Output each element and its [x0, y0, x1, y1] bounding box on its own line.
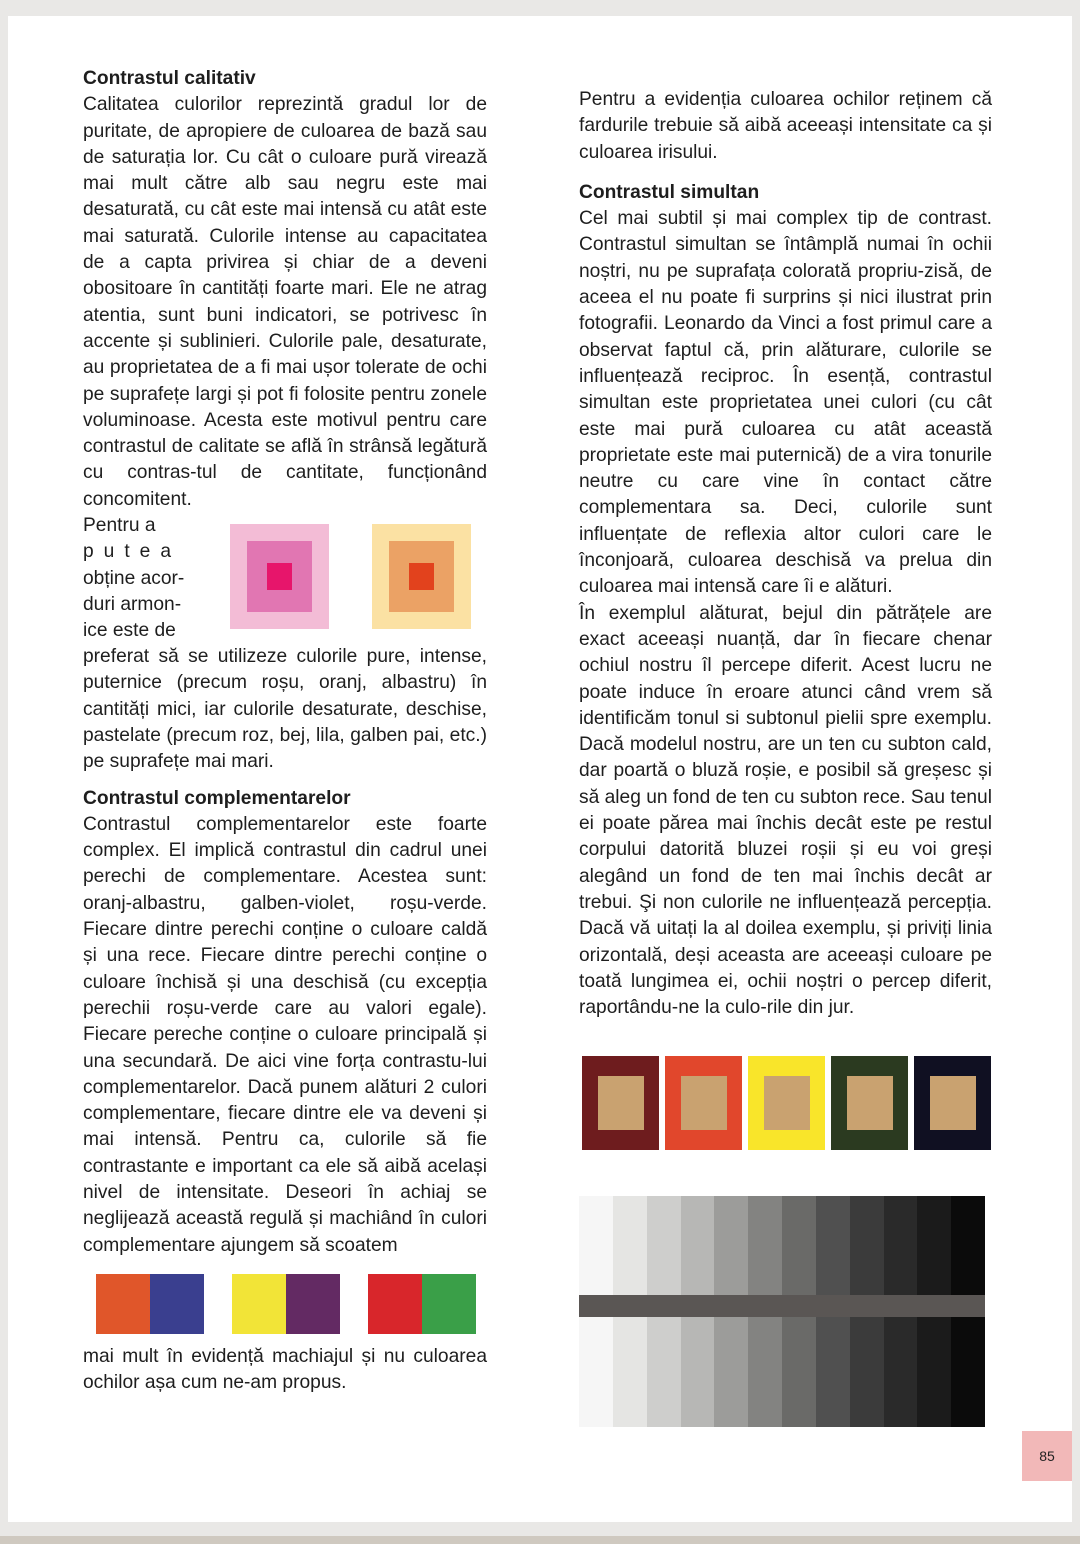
- paragraph-complementary-end: mai mult în evidență machiajul și nu culoarea ochilor așa cum ne-am propus.: [83, 1346, 487, 1394]
- complementary-pairs-swatches: [96, 1274, 476, 1334]
- color-frame: [665, 1056, 742, 1150]
- beige-square: [764, 1076, 810, 1130]
- beige-square: [847, 1076, 893, 1130]
- bottom-strip: [0, 1536, 1080, 1544]
- color-frame: [914, 1056, 991, 1150]
- float-line: ice este de: [83, 620, 176, 642]
- paragraph-simultaneous-contrast: Cel mai subtil și mai complex tip de contrast. Contrastul simultan se întâmplă numai în ochii noștri, nu pe suprafața colorată propriu-zisă, de aceea el nu poate fi surprins și nici ilustrat prin fotografii. Leonardo da Vinci a fost primul care a observat faptul că, prin alăturare, culorile se influențează reciproc. În esență, contrastul simultan este proprietatea unei culori (cu cât este mai pură culoarea cu atât această proprietate este mai puternică) de a vira tonurile neutre cu care vine în contact către complementara sa. Deci, culorile sunt influențate de reflexia altor culori care le înconjoară, culoarea deschisă va prelua din culoarea mai intensă care îi e alături.: [579, 208, 992, 598]
- heading-simultaneous-contrast: Contrastul simultan: [579, 181, 760, 203]
- constant-gray-bar: [579, 1295, 985, 1317]
- paragraph-after-float: preferat să se utilizeze culorile pure, intense, puternice (precum roșu, oranj, albastru) în cantități mici, iar culorile desaturate, deschise, pastelate (precum roz, bej, lila, galben pai, etc.) pe suprafețe mai mari.: [83, 646, 487, 773]
- nested-square-orange: [372, 524, 471, 629]
- heading-complementary-contrast: Contrastul complementarelor: [83, 787, 351, 809]
- paragraph-qualitative-contrast: Calitatea culorilor reprezintă gradul lor de puritate, de apropiere de culoarea de bază sau de saturația lor. Cu cât o culoare pură virează mai mult către alb sau negru este mai desaturată, cu cât este mai intensă cu atât este mai saturată. Culorile intense au capacitatea de a capta privirea și chiar de a deveni obositoare în cantități foarte mari. Ele ne atrag atentia, sunt buni indicatori, se potrivesc în accente și sublinieri. Culorile pale, desaturate, au proprietatea de a fi mai ușor tolerate de ochi pe suprafețe largi și pot fi folosite pentru zonele voluminoase. Acesta este motivul pentru care contrastul de calitate se află în strânsă legătură cu contras-tul de cantitate, funcționând concomitent.: [83, 94, 487, 510]
- color-frame: [748, 1056, 825, 1150]
- complementary-swatch: [150, 1274, 204, 1334]
- nested-square-pink: [230, 524, 329, 629]
- paragraph-eye-color: Pentru a evidenția culoarea ochilor reținem că fardurile trebuie să aibă aceeași intensitate ca și culoarea irisului.: [579, 89, 992, 163]
- beige-in-frames-illustration: [582, 1056, 990, 1150]
- beige-square: [598, 1076, 644, 1130]
- beige-square: [681, 1076, 727, 1130]
- color-frame: [831, 1056, 908, 1150]
- paragraph-example: În exemplul alăturat, bejul din pătrățele are exact aceeași nuanță, dar în fiecare chenar ochiul nostru îl percepe diferit. Acest lucru ne poate induce în eroare atunci când vrem să identificăm tonul si subtonul pielii spre exemplu. Dacă modelul nostru, are un ten cu subton cald, dar poartă o bluză roșie, e posibil să greșesc și să aleg un fond de ten cu subton rece. Sau tenul ei poate părea mai închis decât este pe restul corpului datorită bluzei roșii și eu voi greși alegând un fond de ten mai închis decât ar trebui. Şi non culorile ne influențează percepția. Dacă vă uitați la al doilea exemplu, și priviți linia orizontală, deși aceasta are aceeași culoare pe toată lungimea ei, ochii noștri o percep diferit, raportându-ne la culo-rile din jur.: [579, 602, 992, 1019]
- gray-scale-illustration: [579, 1196, 985, 1427]
- nested-square-orange-middle: [389, 541, 454, 612]
- nested-square-orange-center: [409, 563, 434, 590]
- right-column: [579, 87, 992, 1021]
- paragraph-complementary-contrast: Contrastul complementarelor este foarte complex. El implică contrastul din cadrul unei perechi de complementare. Acestea sunt: oranj-albastru, galben-violet, roșu-verde. Fiecare dintre perechi conține o culoare caldă și una rece. Fiecare dintre perechi conține o culoare închisă și una deschisă (cu excepția perechii roșu-verde care au valori egale). Fiecare pereche conține o culoare principală și una secundară. De aici vine forța contrastu-lui complementarelor. Dacă punem alături 2 culori complementare, fiecare dintre ele va deveni și mai intensă. Pentru ca, culorile să fie contrastante e important ca ele să aibă același nivel de intensitate. Deseori în achiaj se neglijează această regulă și machiând în culori complementare ajungem să scoatem: [83, 813, 487, 1256]
- complementary-swatch: [232, 1274, 286, 1334]
- complementary-swatch: [422, 1274, 476, 1334]
- page-number: 85: [1022, 1431, 1072, 1481]
- float-line: obține acor-: [83, 567, 185, 589]
- complementary-swatch: [368, 1274, 422, 1334]
- float-section: [83, 513, 487, 644]
- nested-square-pink-middle: [247, 541, 312, 612]
- complementary-swatch: [96, 1274, 150, 1334]
- float-line: Pentru a: [83, 515, 156, 537]
- float-text: [83, 513, 203, 644]
- float-line: duri armon-: [83, 593, 182, 615]
- left-column: [83, 66, 487, 1259]
- nested-square-pink-center: [267, 563, 292, 590]
- color-frame: [582, 1056, 659, 1150]
- beige-square: [930, 1076, 976, 1130]
- complementary-swatch: [286, 1274, 340, 1334]
- float-line: putea: [83, 541, 182, 563]
- left-column-end: [83, 1344, 487, 1397]
- heading-qualitative-contrast: Contrastul calitativ: [83, 68, 256, 89]
